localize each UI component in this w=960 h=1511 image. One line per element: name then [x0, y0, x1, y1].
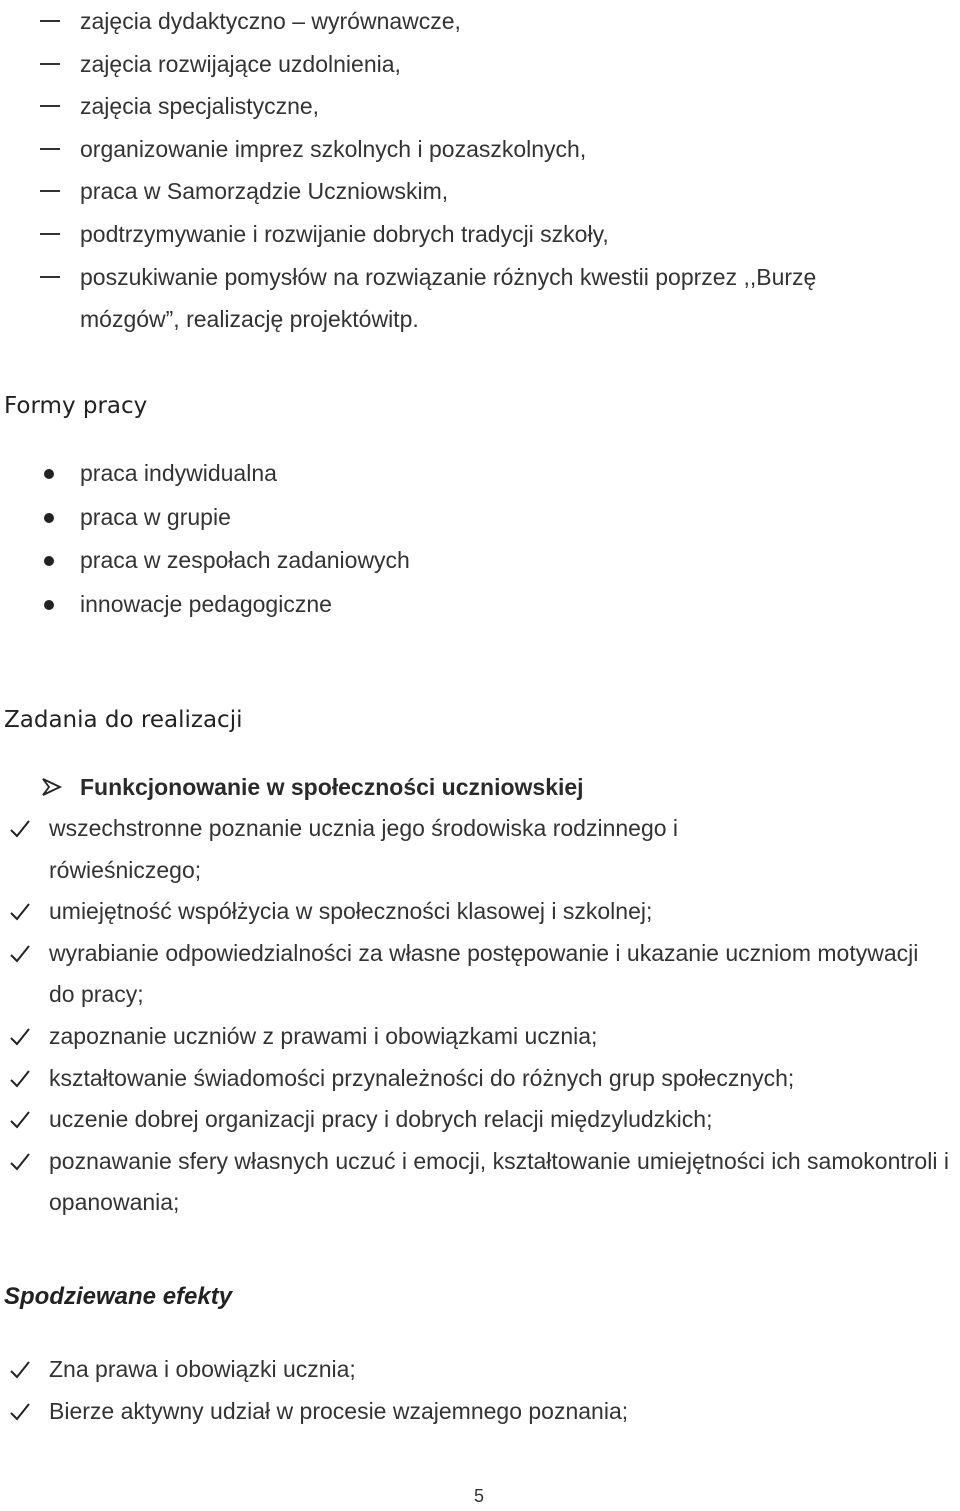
- checkmark-icon: [8, 1151, 32, 1173]
- dash-icon: [40, 276, 60, 278]
- checkmark-icon: [8, 943, 32, 965]
- list-item-text: organizowanie imprez szkolnych i pozaszkolnych,: [80, 135, 587, 162]
- list-item: [0, 1058, 960, 1100]
- list-item: [0, 0, 960, 43]
- list-item-text: innowacje pedagogiczne: [80, 590, 332, 617]
- list-item: [0, 1141, 949, 1224]
- checkmark-icon: [8, 1359, 32, 1381]
- forms-heading: Formy pracy: [4, 393, 148, 419]
- list-item: [0, 170, 960, 213]
- list-item-text: praca w Samorządzie Uczniowskim,: [80, 178, 449, 205]
- list-item-text: zajęcia specjalistyczne,: [80, 93, 320, 120]
- list-item-text: poszukiwanie pomysłów na rozwiązanie różnych kwestii poprzez ,,Burzę: [80, 263, 817, 290]
- list-item: [0, 1391, 960, 1433]
- list-item-text: zapoznanie uczniów z prawami i obowiązkami ucznia;: [49, 1022, 598, 1049]
- list-item-text: Bierze aktywny udział w procesie wzajemnego poznania;: [49, 1397, 629, 1424]
- list-item-text: kształtowanie świadomości przynależności do różnych grup społecznych;: [49, 1064, 795, 1091]
- list-item: [0, 583, 410, 627]
- list-item: [0, 496, 410, 540]
- dash-icon: [40, 233, 60, 235]
- list-item-text: zajęcia rozwijające uzdolnienia,: [80, 50, 401, 77]
- checkmark-icon: [8, 1068, 32, 1090]
- checkmark-icon: [8, 1401, 32, 1423]
- list-item-text: Zna prawa i obowiązki ucznia;: [49, 1356, 356, 1382]
- list-item: [0, 891, 960, 933]
- list-item: [0, 933, 949, 1016]
- effects-list: [0, 1349, 960, 1432]
- bullet-icon: [44, 556, 54, 566]
- list-item: [0, 1099, 960, 1141]
- list-item: [0, 539, 410, 583]
- list-item-continuation: [0, 298, 960, 341]
- checkmark-icon: [8, 1026, 32, 1048]
- list-item-text: podtrzymywanie i rozwijanie dobrych tradycji szkoły,: [80, 220, 609, 247]
- list-item: [0, 85, 960, 128]
- list-item: [0, 1349, 960, 1391]
- list-item-text: mózgów”, realizację projektówitp.: [80, 306, 419, 333]
- list-item-text: poznawanie sfery własnych uczuć i emocji, kształtowanie umiejętności ich samokontroli i opanowania;: [49, 1147, 949, 1216]
- tasks-list: [0, 808, 960, 1224]
- arrow-right-icon: [40, 775, 64, 799]
- list-item: [0, 1016, 960, 1058]
- list-item: [0, 808, 789, 891]
- list-item-text: praca w zespołach zadaniowych: [80, 547, 410, 573]
- page-number: 5: [474, 1486, 485, 1506]
- list-item: [0, 256, 960, 299]
- list-item-text: umiejętność współżycia w społeczności klasowej i szkolnej;: [49, 898, 653, 925]
- tasks-subheading: [0, 767, 584, 807]
- list-item-text: wyrabianie odpowiedzialności za własne postępowanie i ukazanie uczniom motywacji do pracy;: [49, 939, 919, 1008]
- bullet-icon: [44, 469, 54, 479]
- dash-icon: [40, 20, 60, 22]
- bullet-icon: [44, 513, 54, 523]
- list-item: [0, 43, 960, 86]
- activities-list: [0, 0, 960, 341]
- effects-heading: Spodziewane efekty: [4, 1283, 233, 1310]
- checkmark-icon: [8, 1109, 32, 1131]
- list-item-text: uczenie dobrej organizacji pracy i dobrych relacji międzyludzkich;: [49, 1106, 713, 1133]
- list-item: [0, 213, 960, 256]
- checkmark-icon: [8, 901, 32, 923]
- dash-icon: [40, 148, 60, 150]
- dash-icon: [40, 105, 60, 107]
- dash-icon: [40, 63, 60, 65]
- dash-icon: [40, 190, 60, 192]
- list-item-text: praca w grupie: [80, 503, 231, 530]
- list-item-text: praca indywidualna: [80, 460, 277, 486]
- bullet-icon: [44, 600, 54, 610]
- list-item: [0, 128, 960, 171]
- checkmark-icon: [8, 818, 32, 840]
- list-item: [0, 452, 410, 496]
- forms-list: [0, 452, 410, 626]
- tasks-heading: Zadania do realizacji: [4, 707, 243, 733]
- list-item-text: wszechstronne poznanie ucznia jego środowiska rodzinnego i rówieśniczego;: [49, 815, 679, 883]
- list-item-text: zajęcia dydaktyczno – wyrównawcze,: [80, 8, 461, 34]
- subheading-text: Funkcjonowanie w społeczności uczniowskiej: [80, 774, 584, 800]
